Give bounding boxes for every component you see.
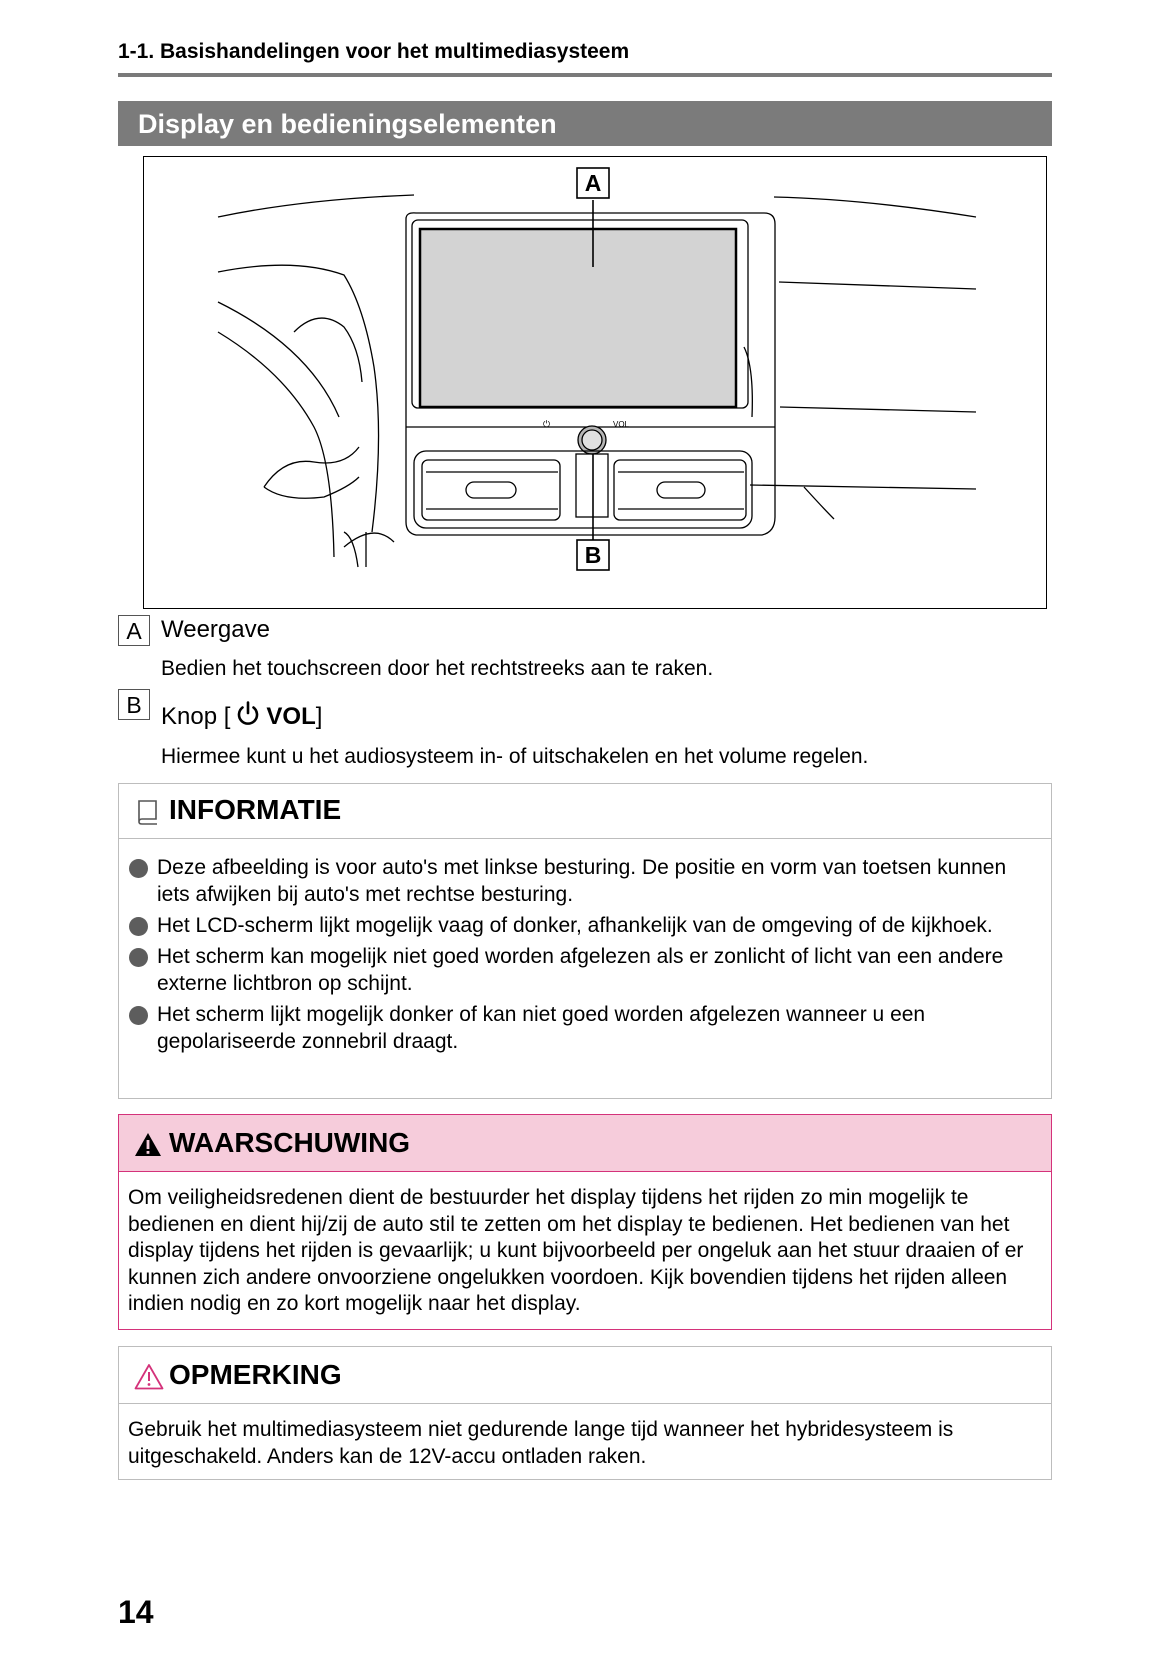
page-number: 14 xyxy=(118,1594,154,1630)
bullet-icon xyxy=(129,948,148,967)
bullet-icon xyxy=(129,859,148,878)
list-item-text: Het scherm kan mogelijk niet goed worden afgelezen als er zonlicht of licht van een andere externe lichtbron op schijnt. xyxy=(157,945,1004,995)
list-item xyxy=(119,854,1051,908)
item-a-letter: A xyxy=(118,615,150,646)
dashboard-illustration xyxy=(143,156,1047,609)
item-b-description: Hiermee kunt u het audiosysteem in- of uitschakelen en het volume regelen. xyxy=(161,745,869,768)
item-a-title: Weergave xyxy=(161,616,270,643)
caution-outline-icon xyxy=(134,1363,164,1395)
list-item xyxy=(119,912,1051,939)
notice-header xyxy=(119,1347,1051,1404)
item-a-description: Bedien het touchscreen door het rechtstreeks aan te raken. xyxy=(161,657,714,680)
warning-text: Om veiligheidsredenen dient de bestuurder het display tijdens het rijden zo min mogelijk te bedienen en dient hij/zij de auto stil te zetten om het display te bedienen. Het bedienen van het display tijdens het rijden is gevaarlijk; u kunt bijvoorbeeld per ongeluk aan het stuur draaien of er kunnen zich andere onvoorziene ongelukken voordoen. Kijk bovendien tijdens het rijden alleen indien nodig en zo kort mogelijk naar het display. xyxy=(128,1186,1024,1315)
list-item xyxy=(119,1001,1051,1055)
section-title: Display en bedieningselementen xyxy=(118,101,1052,146)
information-list xyxy=(119,854,1051,1059)
header-rule xyxy=(118,73,1052,77)
running-header: 1-1. Basishandelingen voor het multimediasysteem xyxy=(118,40,630,63)
dashboard-drawing xyxy=(144,157,1048,610)
small-power-icon: ⏻ xyxy=(543,420,551,430)
notice-panel xyxy=(118,1346,1052,1480)
warning-panel xyxy=(118,1114,1052,1330)
information-title: INFORMATIE xyxy=(169,794,342,825)
item-b-title-vol: VOL xyxy=(266,703,316,730)
bullet-icon xyxy=(129,1006,148,1025)
warning-header xyxy=(119,1115,1051,1172)
list-item-text: Deze afbeelding is voor auto's met linkse besturing. De positie en vorm van toetsen kunnen iets afwijken bij auto's met rechtse besturing. xyxy=(157,856,1007,906)
notice-text: Gebruik het multimediasysteem niet gedurende lange tijd wanneer het hybridesysteem is uitgeschakeld. Anders kan de 12V-accu ontladen raken. xyxy=(128,1418,954,1468)
callout-a-label: A xyxy=(584,170,602,196)
book-icon xyxy=(136,799,160,830)
information-header xyxy=(119,784,1051,839)
item-b-title-prefix: Knop [ xyxy=(161,703,231,730)
list-item xyxy=(119,943,1051,997)
bullet-icon xyxy=(129,917,148,936)
notice-title: OPMERKING xyxy=(169,1359,342,1390)
power-icon xyxy=(234,700,262,728)
item-b-title-suffix: ] xyxy=(315,703,323,730)
warning-icon xyxy=(134,1132,162,1162)
item-b-title xyxy=(161,700,322,731)
warning-title: WAARSCHUWING xyxy=(169,1127,411,1158)
callout-b-label: B xyxy=(584,542,602,568)
list-item-text: Het LCD-scherm lijkt mogelijk vaag of donker, afhankelijk van de omgeving of de kijkhoek. xyxy=(157,914,993,937)
information-panel xyxy=(118,783,1052,1099)
small-vol-label: VOL xyxy=(613,420,630,429)
item-b-letter: B xyxy=(118,689,150,720)
list-item-text: Het scherm lijkt mogelijk donker of kan niet goed worden afgelezen wanneer u een gepolariseerde zonnebril draagt. xyxy=(157,1003,926,1053)
